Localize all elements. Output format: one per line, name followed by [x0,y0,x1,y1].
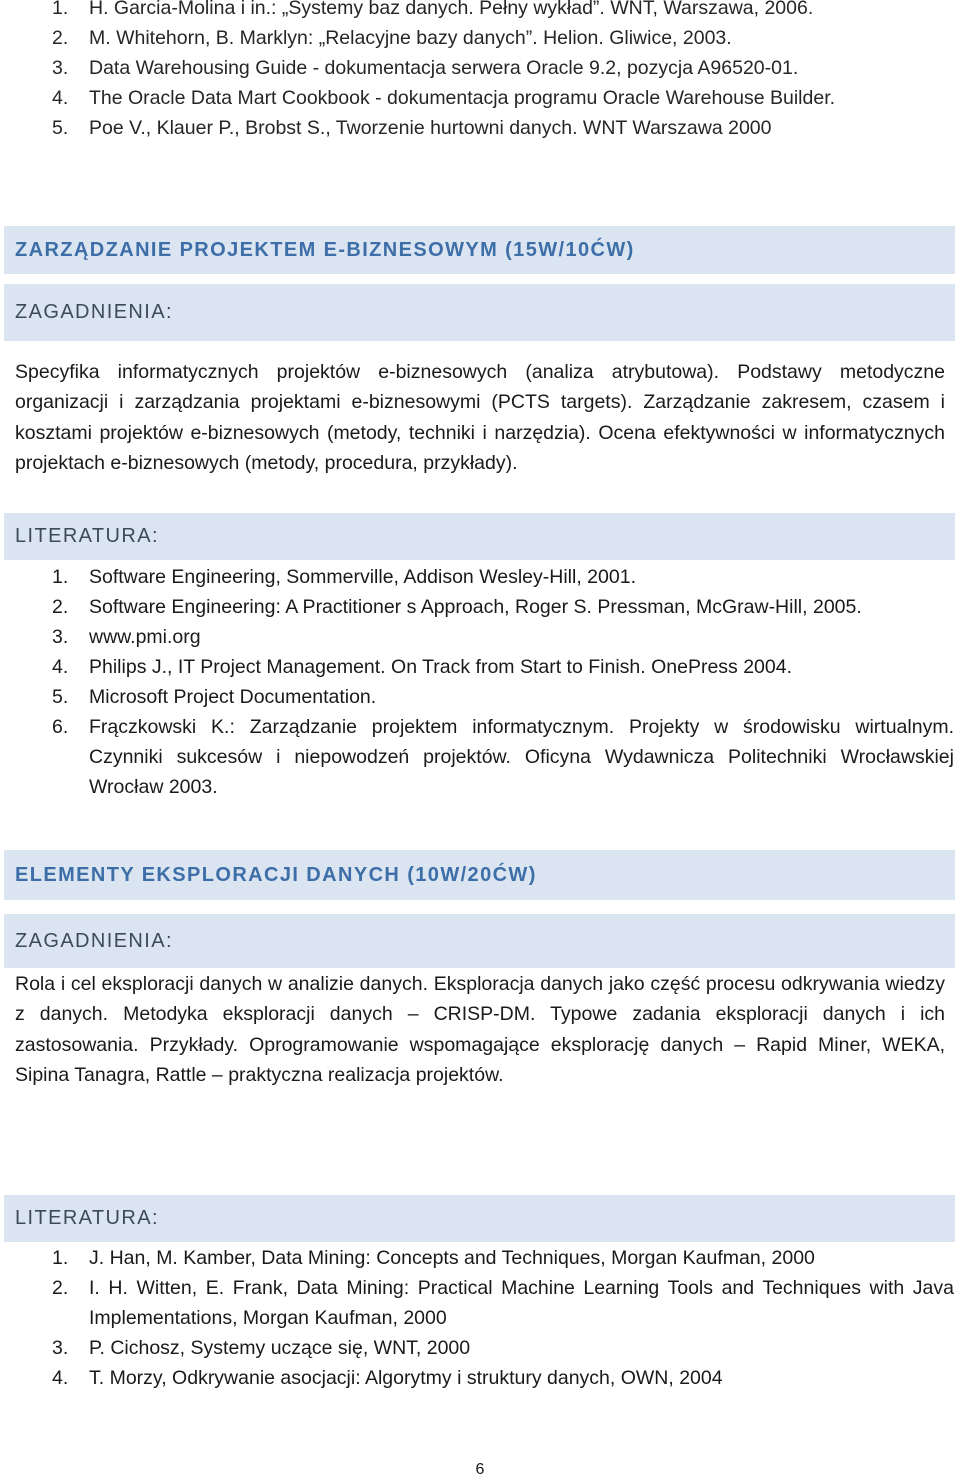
literature-number: 6. [52,716,69,738]
reference-item [0,0,960,23]
reference-text: Data Warehousing Guide - dokumentacja serwera Oracle 9.2, pozycja A96520-01. [89,57,799,79]
literature-heading: LITERATURA: [4,513,955,560]
reference-number: 4. [52,87,69,109]
literature-number: 3. [52,626,69,648]
literature-item [0,652,960,682]
literature-item [0,682,960,712]
reference-item [0,53,960,83]
reference-text: H. Garcia-Molina i in.: „Systemy baz danych. Pełny wykład”. WNT, Warszawa, 2006. [89,0,814,19]
literature-number: 3. [52,1337,69,1359]
literature-number: 4. [52,656,69,678]
reference-item [0,113,960,143]
reference-text: The Oracle Data Mart Cookbook - dokumentacja programu Oracle Warehouse Builder. [89,87,836,109]
literature-item [0,562,960,592]
topics-paragraph: Rola i cel eksploracji danych w analizie danych. Eksploracja danych jako część procesu odkrywania wiedzy z danych. Metodyka eksploracji danych – CRISP-DM. Typowe zadania eksploracji danych i ich zastosowania. Przykłady. Oprogramowanie wspomagające eksplorację danych – Rapid Miner, WEKA, Sipina Tanagra, Rattle – praktyczna realizacja projektów. [15,973,945,1086]
literature-list [0,562,960,802]
reference-text: M. Whitehorn, B. Marklyn: „Relacyjne bazy danych”. Helion. Gliwice, 2003. [89,27,732,49]
literature-number: 1. [52,566,69,588]
section-title-project-management: ZARZĄDZANIE PROJEKTEM E-BIZNESOWYM (15W/10ĆW) [4,226,955,274]
topics-heading: ZAGADNIENIA: [4,914,955,968]
literature-number: 1. [52,1247,69,1269]
literature-item [0,1363,960,1393]
literature-number: 2. [52,1277,69,1299]
reference-item [0,23,960,53]
literature-text: I. H. Witten, E. Frank, Data Mining: Practical Machine Learning Tools and Techniques with Java Implementations, Morgan Kaufman, 2000 [89,1277,954,1329]
literature-item [0,622,960,652]
literature-text: Philips J., IT Project Management. On Track from Start to Finish. OnePress 2004. [89,656,793,678]
literature-text: Software Engineering: A Practitioner s Approach, Roger S. Pressman, McGraw-Hill, 2005. [89,596,862,618]
reference-number: 5. [52,117,69,139]
literature-list [0,1243,960,1393]
literature-text: Software Engineering, Sommerville, Addison Wesley-Hill, 2001. [89,566,636,588]
literature-text: T. Morzy, Odkrywanie asocjacji: Algorytmy i struktury danych, OWN, 2004 [89,1367,723,1389]
literature-text: www.pmi.org [89,626,201,648]
literature-item [0,712,960,802]
reference-number: 1. [52,0,69,19]
literature-heading: LITERATURA: [4,1195,955,1242]
reference-number: 3. [52,57,69,79]
literature-number: 5. [52,686,69,708]
reference-item [0,83,960,113]
literature-text: P. Cichosz, Systemy uczące się, WNT, 2000 [89,1337,471,1359]
previous-section-reference-list [0,0,960,143]
literature-text: J. Han, M. Kamber, Data Mining: Concepts and Techniques, Morgan Kaufman, 2000 [89,1247,815,1269]
literature-item [0,1273,960,1333]
literature-item [0,592,960,622]
page-number: 6 [475,1461,485,1478]
literature-item [0,1243,960,1273]
literature-number: 4. [52,1367,69,1389]
section-title-data-mining: ELEMENTY EKSPLORACJI DANYCH (10W/20ĆW) [4,850,955,900]
topics-heading: ZAGADNIENIA: [4,284,955,341]
topics-paragraph: Specyfika informatycznych projektów e-biznesowych (analiza atrybutowa). Podstawy metodyczne organizacji i zarządzania projektami e-biznesowymi (PCTS targets). Zarządzanie zakresem, czasem i kosztami projektów e-biznesowych (metody, techniki i narzędzia). Ocena efektywności w informatycznych projektach e-biznesowych (metody, procedura, przykłady). [15,361,945,474]
reference-number: 2. [52,27,69,49]
literature-text: Frączkowski K.: Zarządzanie projektem informatycznym. Projekty w środowisku wirtualnym. Czynniki sukcesów i niepowodzeń projektów. Oficyna Wydawnicza Politechniki Wrocławskiej Wrocław 2003. [89,716,954,798]
literature-text: Microsoft Project Documentation. [89,686,377,708]
reference-text: Poe V., Klauer P., Brobst S., Tworzenie hurtowni danych. WNT Warszawa 2000 [89,117,772,139]
literature-item [0,1333,960,1363]
literature-number: 2. [52,596,69,618]
